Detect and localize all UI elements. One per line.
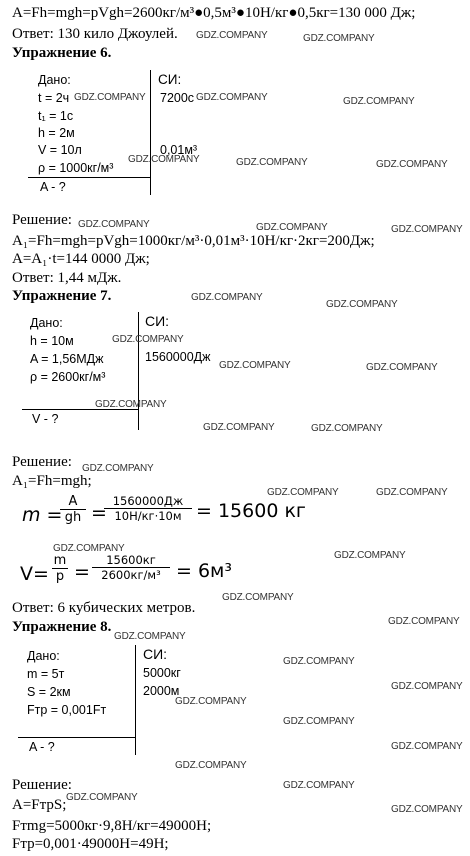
find-item: V - ? (32, 412, 59, 426)
watermark: GDZ.COMPANY (376, 487, 448, 498)
si-item: 2000м (143, 684, 180, 698)
watermark: GDZ.COMPANY (283, 780, 355, 791)
table-divider (28, 177, 150, 178)
table-divider (138, 312, 139, 430)
given-item: m = 5т (27, 667, 65, 681)
watermark: GDZ.COMPANY (203, 422, 275, 433)
watermark: GDZ.COMPANY (326, 299, 398, 310)
watermark: GDZ.COMPANY (82, 463, 154, 474)
given-item: h = 10м (30, 334, 74, 348)
given-item: h = 2м (38, 126, 75, 140)
watermark: GDZ.COMPANY (391, 741, 463, 752)
given-header: Дано: (38, 73, 71, 87)
watermark: GDZ.COMPANY (74, 92, 146, 103)
equals-sign: = (91, 502, 107, 524)
text-line: A=FтрS; (12, 797, 67, 813)
exercise-title: Упражнение 6. (12, 45, 112, 61)
formula-lhs: m = (22, 504, 63, 526)
watermark: GDZ.COMPANY (376, 159, 448, 170)
watermark: GDZ.COMPANY (196, 30, 268, 41)
fraction-denominator: 10Н/кг·10м (114, 509, 182, 523)
watermark: GDZ.COMPANY (53, 543, 125, 554)
table-divider (135, 645, 136, 755)
given-item: A = 1,56МДж (30, 352, 104, 366)
solution-label: Решение: (12, 212, 72, 228)
find-item: A - ? (40, 180, 66, 194)
given-item: Fтр = 0,001Fт (27, 703, 107, 717)
text-line: A₁=Fh=mgh; (12, 473, 92, 489)
watermark: GDZ.COMPANY (66, 792, 138, 803)
given-item: V = 10л (38, 143, 82, 157)
text-line: A₁=Fh=mgh=pVgh=1000кг/м³·0,01м³·10Н/кг·2кг=200Дж; (12, 233, 375, 249)
watermark: GDZ.COMPANY (219, 360, 291, 371)
watermark: GDZ.COMPANY (78, 219, 150, 230)
equals-sign: = (74, 561, 90, 583)
fraction-numerator: 15600кг (106, 553, 156, 567)
si-header: СИ: (143, 646, 168, 662)
text-line: Fтр=0,001·49000Н=49Н; (12, 836, 169, 852)
watermark: GDZ.COMPANY (391, 681, 463, 692)
si-item: 5000кг (143, 666, 181, 680)
fraction (104, 494, 192, 523)
watermark: GDZ.COMPANY (114, 631, 186, 642)
formula-result: = 6м³ (176, 560, 232, 582)
formula-lhs: V= (20, 563, 49, 585)
text-line: Ответ: 130 кило Джоулей. (12, 26, 178, 42)
watermark: GDZ.COMPANY (366, 362, 438, 373)
given-item: S = 2км (27, 685, 71, 699)
watermark: GDZ.COMPANY (236, 157, 308, 168)
watermark: GDZ.COMPANY (222, 592, 294, 603)
watermark: GDZ.COMPANY (95, 399, 167, 410)
watermark: GDZ.COMPANY (391, 804, 463, 815)
given-item: t = 2ч (38, 91, 70, 105)
fraction-denominator: 2600кг/м³ (101, 568, 161, 582)
fraction-numerator: A (68, 494, 78, 509)
fraction (60, 494, 86, 525)
solution-label: Решение: (12, 454, 72, 470)
fraction (92, 553, 170, 582)
si-item: 0,01м³ (160, 143, 198, 157)
fraction (52, 553, 68, 584)
watermark: GDZ.COMPANY (112, 334, 184, 345)
formula-result: = 15600 кг (196, 500, 306, 522)
table-divider (18, 737, 135, 738)
watermark: GDZ.COMPANY (256, 222, 328, 233)
watermark: GDZ.COMPANY (388, 616, 460, 627)
watermark: GDZ.COMPANY (175, 760, 247, 771)
text-line: A=Fh=mgh=pVgh=2600кг/м³●0,5м³●10Н/кг●0,5кг=130 000 Дж; (12, 5, 416, 21)
watermark: GDZ.COMPANY (191, 292, 263, 303)
watermark: GDZ.COMPANY (391, 224, 463, 235)
fraction-denominator: gh (64, 510, 82, 525)
given-item: ρ = 1000кг/м³ (38, 161, 114, 175)
given-header: Дано: (30, 316, 63, 330)
answer-line: Ответ: 1,44 мДж. (12, 270, 122, 286)
given-header: Дано: (27, 649, 60, 663)
fraction-denominator: p (55, 569, 65, 584)
watermark: GDZ.COMPANY (334, 550, 406, 561)
answer-line: Ответ: 6 кубических метров. (12, 600, 196, 616)
fraction-numerator: m (53, 553, 67, 568)
watermark: GDZ.COMPANY (128, 154, 200, 165)
si-header: СИ: (145, 313, 170, 329)
watermark: GDZ.COMPANY (311, 423, 383, 434)
table-divider (150, 70, 151, 195)
text-line: A=A₁·t=144 0000 Дж; (12, 251, 150, 267)
fraction-numerator: 1560000Дж (112, 494, 184, 508)
watermark: GDZ.COMPANY (267, 487, 339, 498)
si-header: СИ: (158, 72, 182, 87)
watermark: GDZ.COMPANY (303, 33, 375, 44)
si-item: 7200с (160, 91, 195, 105)
si-item: 1560000Дж (145, 350, 211, 364)
text-line: Fтmg=5000кг·9,8Н/кг=49000Н; (12, 818, 212, 834)
watermark: GDZ.COMPANY (196, 92, 268, 103)
exercise-title: Упражнение 7. (12, 288, 112, 304)
find-item: A - ? (29, 740, 55, 754)
solution-label: Решение: (12, 777, 72, 793)
watermark: GDZ.COMPANY (283, 716, 355, 727)
watermark: GDZ.COMPANY (175, 696, 247, 707)
watermark: GDZ.COMPANY (343, 96, 415, 107)
given-item: t₁ = 1с (38, 109, 74, 123)
given-item: ρ = 2600кг/м³ (30, 370, 106, 384)
watermark: GDZ.COMPANY (283, 656, 355, 667)
exercise-title: Упражнение 8. (12, 619, 112, 635)
